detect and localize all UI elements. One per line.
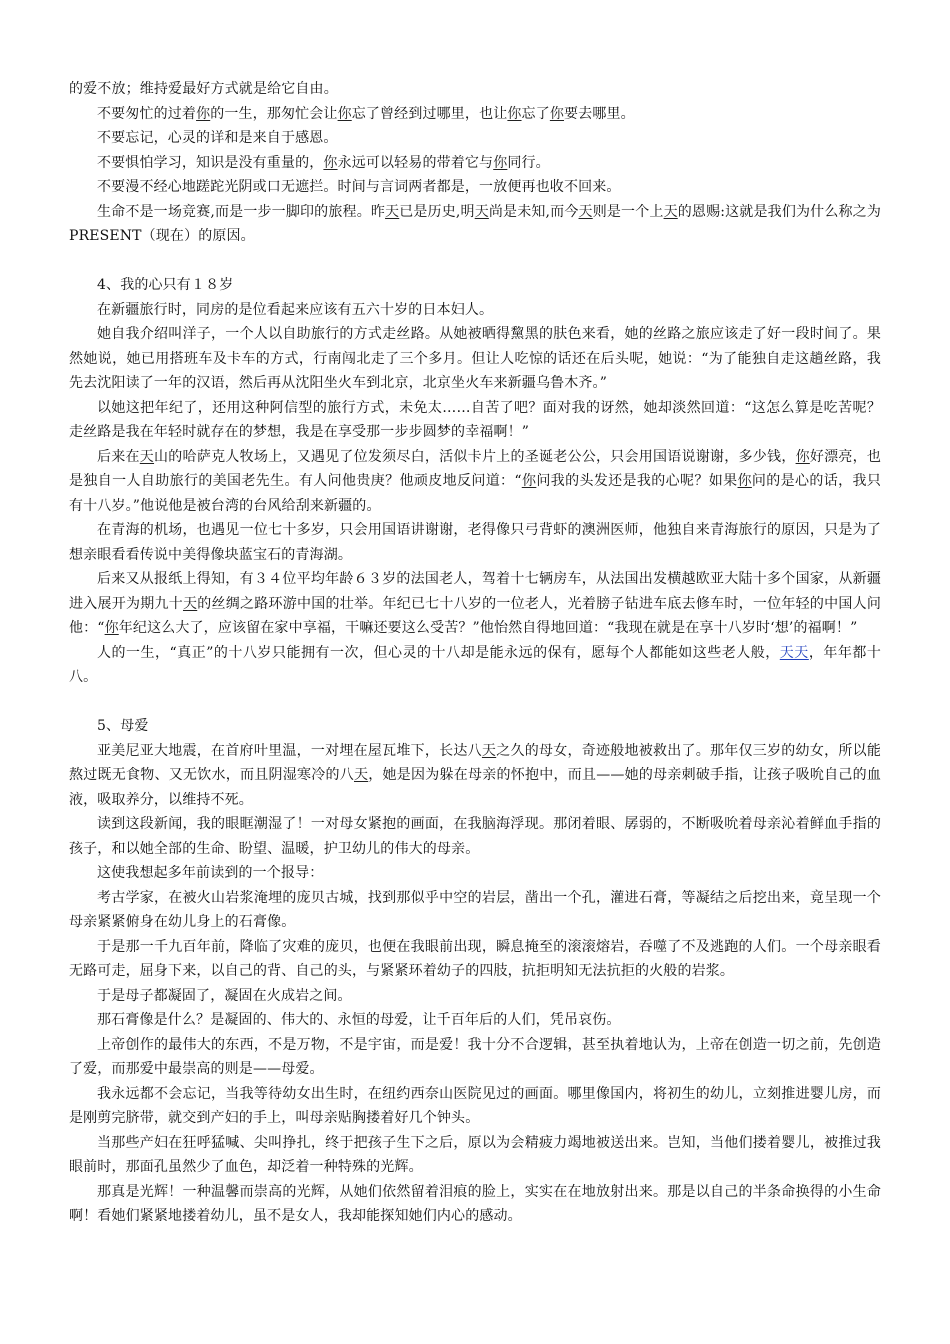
section-heading: 5、母爱 [97, 718, 149, 734]
text: 之久的母女，奇迹般地被救出了。那年仅三岁的幼女，所以能熬过既无食物、又无饮水，而且阴湿寒冷的八 [69, 742, 881, 783]
paragraph: 读到这段新闻，我的眼眶潮湿了！一对母女紧抱的画面，在我脑海浮现。那闭着眼、孱弱的，不断吸吮着母亲沁着鲜血手指的孩子，和以她全部的生命、盼望、温暖，护卫幼儿的伟大的母亲。 [69, 816, 881, 857]
paragraph [69, 151, 881, 176]
paragraph: 在青海的机场，也遇见一位七十多岁，只会用国语讲谢谢，老得像只弓背虾的澳洲医师，他独自来青海旅行的原因，只是为了想亲眼看看传说中美得像块蓝宝石的青海湖。 [69, 522, 881, 563]
text: 生命不是一场竞赛,而是一步一脚印的旅程。昨 [97, 203, 386, 220]
text: 则是一个上 [592, 203, 664, 220]
underlined-word: 天 [385, 203, 400, 220]
text: 的丝绸之路环游中国的壮举。年纪已七十八岁的一位老人，光着膀子钻进车底去修车时，一位年轻的中国人问他：“ [69, 595, 881, 636]
text: 问我的头发还是我的心呢？如果 [536, 473, 738, 489]
paragraph [69, 567, 881, 641]
section-heading: 4、我的心只有１８岁 [97, 277, 234, 293]
paragraph: 在新疆旅行时，同房的是位看起来应该有五六十岁的日本妇人。 [97, 301, 494, 318]
paragraph: 那石膏像是什么？是凝固的、伟大的、永恒的母爱，让千百年后的人们，凭吊哀伤。 [97, 1012, 621, 1028]
paragraph: 当那些产妇在狂呼猛喊、尖叫挣扎，终于把孩子生下之后，原以为会精疲力竭地被送出来。岂知，当他们搂着婴儿，被推过我眼前时，那面孔虽然少了血色，却泛着一种特殊的光辉。 [69, 1134, 881, 1175]
paragraph [69, 102, 881, 127]
text: 不要匆忙的过着 [97, 105, 197, 122]
paragraph: 这使我想起多年前读到的一个报导： [97, 865, 324, 881]
underlined-word: 你 [521, 473, 537, 489]
text: 人的一生，“真正”的十八岁只能拥有一次，但心灵的十八却是能永远的保有，愿每个人都能如这些老人般， [97, 644, 780, 661]
underlined-word: 天 [139, 448, 155, 465]
paragraph: 我永远都不会忘记，当我等待幼女出生时，在纽约西奈山医院见过的画面。哪里像国内，将初生的幼儿，立刻推进婴儿房，而是刚剪完脐带，就交到产妇的手上，叫母亲贴胸搂着好几个钟头。 [69, 1085, 881, 1126]
underlined-word: 你 [104, 620, 119, 636]
paragraph [69, 445, 881, 519]
underlined-word: 你 [549, 105, 565, 122]
underlined-word: 你 [337, 105, 352, 122]
text: 山的哈萨克人牧场上，又遇见了位发须尽白，活似卡片上的圣诞老公公，只会用国语说谢谢，多少钱， [154, 448, 796, 465]
underlined-word: 你 [493, 154, 508, 171]
paragraph: 不要忘记，心灵的详和是来自于感恩。 [97, 130, 338, 146]
text: 亚美尼亚大地震，在首府叶里温，一对埋在屋瓦堆下，长达八 [97, 742, 482, 759]
paragraph [69, 200, 881, 249]
underlined-word: 天 [474, 203, 489, 220]
blank-line [69, 690, 881, 715]
text: 要去哪里。 [564, 105, 635, 122]
underlined-word: 你 [795, 448, 810, 465]
text: 好漂亮，也是独自一人自助旅行的美国老先生。有人问他贵庚？他顽皮地反问道：“ [69, 448, 882, 489]
text: ，她是因为躲在母亲的怀抱中，而且——她的母亲刺破手指，让孩子吸吮自己的血液，吸取养分，以维持不死。 [69, 767, 881, 808]
paragraph: 于是那一千九百年前，降临了灾难的庞贝，也便在我眼前出现，瞬息掩至的滚滚熔岩，吞噬了不及逃跑的人们。一个母亲眼看无路可走，屈身下来，以自己的背、自己的头，与紧紧环着幼子的四肢，抗拒明知无法抗拒的火般的岩浆。 [69, 938, 881, 979]
underlined-word: 天 [182, 595, 198, 612]
underlined-word: 你 [507, 105, 522, 122]
text: 年纪这么大了，应该留在家中享福，干嘛还要这么受苦？”他怡然自得地回道：“我现在就是在享十八岁时‘想’的福啊！” [118, 620, 858, 636]
text: 问的是心的话，我只有十八岁。”他说他是被台湾的台风给刮来新疆的。 [69, 473, 881, 514]
tiantian-link[interactable]: 天天 [779, 644, 809, 661]
underlined-word: 天 [353, 767, 369, 783]
paragraph: 于是母子都凝固了，凝固在火成岩之间。 [97, 987, 352, 1004]
text: 永远可以轻易的带着它与 [337, 154, 494, 171]
underlined-word: 天 [481, 742, 497, 759]
underlined-word: 天 [578, 203, 593, 220]
text: 的恩赐:这就是我们为什么称之为PRESENT（现在）的原因。 [69, 203, 881, 244]
text: 同行。 [507, 154, 550, 171]
text: 后来在 [97, 448, 140, 465]
text: 已是历史,明 [399, 203, 475, 220]
paragraph [69, 641, 881, 690]
underlined-word: 你 [323, 154, 338, 171]
text: 不要惧怕学习，知识是没有重量的， [97, 154, 324, 171]
text: 后来又从报纸上得知，有３４位平均年龄６３岁的法国老人，驾着十七辆房车，从法国出发横越欧亚大陆十多个国家，从新疆进入展开为期九十 [69, 571, 881, 612]
paragraph: 不要漫不经心地蹉跎光阴或口无遮拦。时间与言词两者都是，一放便再也收不回来。 [97, 179, 621, 195]
paragraph: 以她这把年纪了，还用这种阿信型的旅行方式，未免太……自苦了吧？面对我的讶然，她却淡然回道：“这怎么算是吃苦呢？走丝路是我在年轻时就存在的梦想，我是在享受那一步步圆梦的幸福啊！” [69, 399, 881, 440]
paragraph: 她自我介绍叫洋子，一个人以自助旅行的方式走丝路。从她被晒得黧黑的肤色来看，她的丝路之旅应该走了好一段时间了。果然她说，她已用搭班车及卡车的方式，行南闯北走了三个多月。但让人吃惊的话还在后头呢，她说：“为了能独自走这趟丝路，我先去沈阳读了一年的汉语，然后再从沈阳坐火车到北京，北京坐火车来新疆乌鲁木齐。” [69, 326, 881, 391]
blank-line [69, 249, 881, 274]
paragraph: 那真是光辉！一种温馨而崇高的光辉，从她们依然留着泪痕的脸上，实实在在地放射出来。那是以自己的半条命换得的小生命啊！看她们紧紧地搂着幼儿，虽不是女人，我却能探知她们内心的感动。 [69, 1183, 881, 1224]
text: 尚是未知,而今 [488, 203, 579, 220]
underlined-word: 你 [196, 105, 211, 122]
text: 忘了曾经到过哪里，也让 [351, 105, 508, 122]
text: 的一生，那匆忙会让 [210, 105, 338, 122]
underlined-word: 你 [737, 473, 752, 489]
paragraph: 考古学家，在被火山岩浆淹埋的庞贝古城，找到那似乎中空的岩层，凿出一个孔，灌进石膏，等凝结之后挖出来，竟呈现一个母亲紧紧俯身在幼儿身上的石膏像。 [69, 889, 881, 930]
paragraph: 上帝创作的最伟大的东西，不是万物，不是宇宙，而是爱！我十分不合逻辑，甚至执着地认为，上帝在创造一切之前，先创造了爱，而那爱中最崇高的则是——母爱。 [69, 1036, 881, 1077]
text: 忘了 [521, 105, 550, 122]
paragraph: 的爱不放；维持爱最好方式就是给它自由。 [69, 81, 338, 97]
underlined-word: 天 [663, 203, 678, 220]
paragraph [69, 739, 881, 813]
text: ，年年都十八。 [69, 644, 882, 685]
